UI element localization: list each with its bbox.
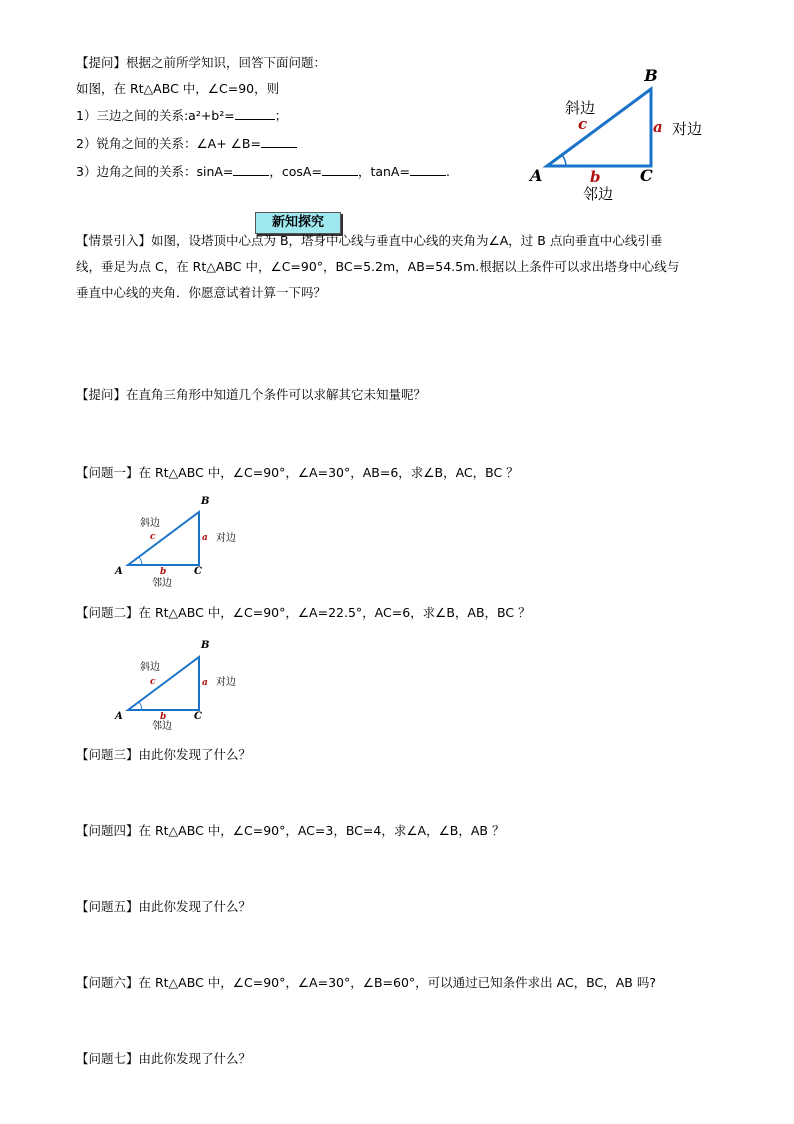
problem-6: 【问题六】在 Rt△ABC 中，∠C=90°，∠A=30°，∠B=60°，可以通过已知条件求出 AC，BC，AB 吗? [76, 975, 656, 990]
label-c: c [150, 532, 156, 542]
label-hypotenuse: 斜边 [140, 662, 160, 673]
problem-3: 【问题三】由此你发现了什么？ [76, 747, 252, 762]
intro-item-1: 1）三边之间的关系:a²+b²= ； [76, 108, 288, 123]
blank-cos[interactable] [322, 163, 358, 176]
label-b: b [160, 567, 167, 577]
scenario-line-2: 线，垂足为点 C，在 Rt△ABC 中，∠C=90°，BC=5.2m，AB=54.5m.根据以上条件可以求出塔身中心线与 [76, 259, 680, 274]
label-B: B [644, 66, 658, 85]
label-a: a [653, 118, 663, 136]
label-c: c [578, 115, 588, 133]
question-conditions: 【提问】在直角三角形中知道几个条件可以求解其它未知量呢？ [76, 387, 427, 402]
label-b: b [160, 712, 167, 722]
blank-2[interactable] [261, 135, 297, 148]
label-A: A [530, 166, 543, 185]
label-A: A [115, 566, 123, 577]
label-b: b [590, 168, 601, 186]
label-hypotenuse: 斜边 [565, 99, 596, 117]
label-a: a [202, 533, 208, 543]
label-adjacent: 邻边 [152, 721, 172, 730]
label-c: c [150, 677, 156, 687]
blank-tan[interactable] [410, 163, 446, 176]
label-C: C [194, 711, 202, 722]
problem-5: 【问题五】由此你发现了什么？ [76, 899, 252, 914]
intro-item-3: 3）边角之间的关系：sinA= ，cosA= ，tanA= . [76, 164, 450, 179]
section-tag-new-knowledge: 新知探究 [255, 212, 341, 234]
problem-7: 【问题七】由此你发现了什么？ [76, 1051, 252, 1066]
triangle-figure-p1 [110, 490, 250, 590]
label-B: B [201, 496, 210, 507]
blank-1[interactable] [235, 107, 275, 120]
intro-setup: 如图，在 Rt△ABC 中，∠C=90，则 [76, 81, 280, 96]
label-A: A [115, 711, 123, 722]
label-hypotenuse: 斜边 [140, 518, 160, 529]
label-B: B [201, 640, 210, 651]
label-C: C [194, 566, 202, 577]
scenario-line-3: 垂直中心线的夹角．你愿意试着计算一下吗？ [76, 285, 327, 300]
scenario-line-1: 【情景引入】如图，设塔顶中心点为 B，塔身中心线与垂直中心线的夹角为∠A，过 B 点向垂直中心线引垂 [76, 233, 663, 248]
triangle-figure-p2 [110, 630, 250, 730]
label-C: C [640, 166, 653, 185]
intro-item-2: 2）锐角之间的关系：∠A+ ∠B= [76, 135, 297, 153]
label-adjacent: 邻边 [152, 578, 172, 589]
triangle-figure-main [520, 62, 720, 212]
label-adjacent: 邻边 [583, 185, 614, 203]
intro-question: 【提问】根据之前所学知识，回答下面问题： [76, 55, 327, 70]
blank-sin[interactable] [233, 163, 269, 176]
problem-1: 【问题一】在 Rt△ABC 中，∠C=90°，∠A=30°，AB=6，求∠B，AC，BC ？ [76, 465, 519, 480]
label-opposite: 对边 [672, 120, 703, 138]
problem-2: 【问题二】在 Rt△ABC 中，∠C=90°，∠A=22.5°，AC=6，求∠B，AB，BC ？ [76, 605, 531, 620]
label-opposite: 对边 [216, 533, 236, 544]
label-a: a [202, 678, 208, 688]
problem-4: 【问题四】在 Rt△ABC 中，∠C=90°，AC=3，BC=4，求∠A，∠B，AB ？ [76, 823, 505, 838]
label-opposite: 对边 [216, 677, 236, 688]
